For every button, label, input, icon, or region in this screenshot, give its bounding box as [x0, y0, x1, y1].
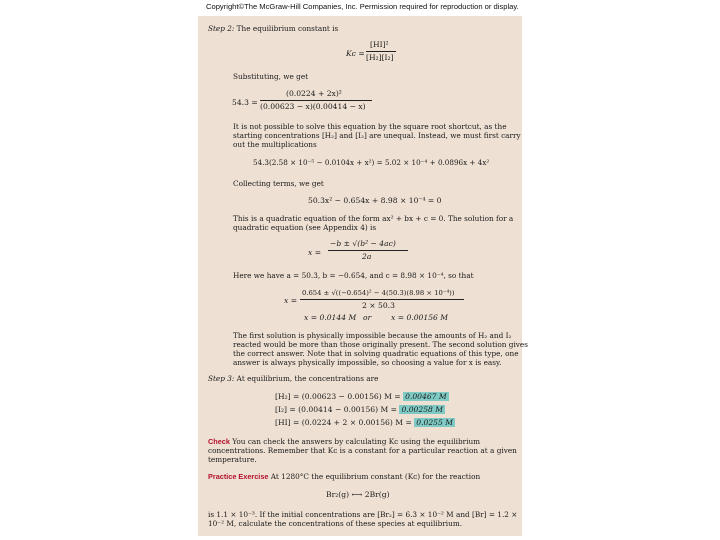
paragraph-3-line-3: the correct answer. Note that in solving quadratic equations of this type, one: [233, 349, 519, 358]
step3-label: Step 3:: [208, 374, 235, 383]
equilibrium-value-highlight: 0.00258 M: [401, 405, 444, 414]
equilibrium-row: [275, 392, 449, 403]
practice-intro: At 1280°C the equilibrium constant (Kᴄ) for the reaction: [270, 472, 481, 481]
here-we-have-text: Here we have a = 50.3, b = −0.654, and c = 8.98 × 10⁻⁴, so that: [233, 271, 474, 280]
textbook-page: [198, 16, 528, 536]
equilibrium-row-lhs: [H₂] = (0.00623 − 0.00156) M =: [275, 392, 401, 401]
kc-fraction-bar: [366, 51, 396, 52]
equilibrium-value-highlight: 0.0255 M: [416, 418, 454, 427]
quadratic-numerator: −b ± √(b² − 4ac): [330, 239, 396, 248]
collected-equation: 50.3x² − 0.654x + 8.98 × 10⁻⁴ = 0: [308, 196, 442, 205]
step3-heading: [208, 374, 378, 383]
copyright-notice: Copyright©The McGraw-Hill Companies, Inc. Permission required for reproduction or display.: [206, 2, 519, 11]
equilibrium-row-lhs: [HI] = (0.0224 + 2 × 0.00156) M =: [275, 418, 412, 427]
step3-intro: At equilibrium, the concentrations are: [236, 374, 379, 383]
paragraph-3-line-1: The first solution is physically impossible because the amounts of H₂ and I₂: [233, 331, 512, 340]
solution-x2: x = 0.00156 M: [391, 313, 449, 322]
step2-intro: The equilibrium constant is: [236, 24, 339, 33]
practice-reaction: Br₂(g) ⟷ 2Br(g): [326, 490, 390, 499]
solution-x1: x = 0.0144 M: [304, 313, 357, 322]
substituting-text: Substituting, we get: [233, 72, 309, 81]
equilibrium-value-highlight: 0.00467 M: [405, 392, 447, 401]
practice-label: Practice Exercise: [208, 472, 269, 481]
paragraph-3-line-2: reacted would be more than those originally present. The second solution gives: [233, 340, 528, 349]
kc-lhs: Kᴄ =: [346, 49, 365, 58]
collecting-text: Collecting terms, we get: [233, 179, 324, 188]
quadratic-fraction-bar: [328, 250, 408, 251]
paragraph-3-line-4: answer is always physically impossible, so choosing a value for x is easy.: [233, 358, 502, 367]
substitution-denominator: (0.00623 − x)(0.00414 − x): [260, 102, 366, 111]
equilibrium-row: [275, 405, 445, 416]
substitution-numerator: (0.0224 + 2x)²: [286, 89, 342, 98]
solution-denominator: 2 × 50.3: [362, 301, 395, 310]
check-label: Check: [208, 437, 230, 446]
paragraph-1-line-3: out the multiplications: [233, 140, 317, 149]
substitution-fraction-bar: [260, 100, 372, 101]
multiplication-equation: 54.3(2.58 × 10⁻⁵ − 0.0104x + x²) = 5.02 × 10⁻⁴ + 0.0896x + 4x²: [253, 158, 490, 167]
solution-numerator: 0.654 ± √((−0.654)² − 4(50.3)(8.98 × 10⁻⁴)): [302, 289, 455, 297]
step2-label: Step 2:: [208, 24, 235, 33]
check-line-3: temperature.: [208, 455, 257, 464]
practice-heading: [208, 472, 480, 481]
kc-numerator: [HI]²: [370, 40, 389, 49]
solution-lhs: x =: [284, 296, 298, 305]
solution-or: or: [363, 313, 372, 322]
substitution-lhs: 54.3 =: [232, 98, 258, 107]
practice-line-2: 10⁻² M, calculate the concentrations of these species at equilibrium.: [208, 519, 463, 528]
check-line-1: [208, 437, 480, 446]
quadratic-lhs: x =: [308, 248, 322, 257]
paragraph-2-line-1: This is a quadratic equation of the form ax² + bx + c = 0. The solution for a: [233, 214, 514, 223]
kc-denominator: [H₂][I₂]: [366, 53, 394, 62]
check-text: You can check the answers by calculating Kᴄ using the equilibrium: [232, 437, 481, 446]
equilibrium-row-lhs: [I₂] = (0.00414 − 0.00156) M =: [275, 405, 398, 414]
check-line-2: concentrations. Remember that Kᴄ is a constant for a particular reaction at a given: [208, 446, 517, 455]
paragraph-1-line-2: starting concentrations [H₂] and [I₂] are unequal. Instead, we must first carry: [233, 131, 521, 140]
paragraph-2-line-2: quadratic equation (see Appendix 4) is: [233, 223, 377, 232]
practice-line-1: is 1.1 × 10⁻³. If the initial concentrations are [Br₂] = 6.3 × 10⁻² M and [Br] = 1.2 ×: [208, 510, 518, 519]
solution-fraction-bar: [300, 299, 464, 300]
step2-heading: [208, 24, 338, 33]
equilibrium-row: [275, 418, 455, 429]
paragraph-1-line-1: It is not possible to solve this equation by the square root shortcut, as the: [233, 122, 507, 131]
quadratic-denominator: 2a: [362, 252, 372, 261]
